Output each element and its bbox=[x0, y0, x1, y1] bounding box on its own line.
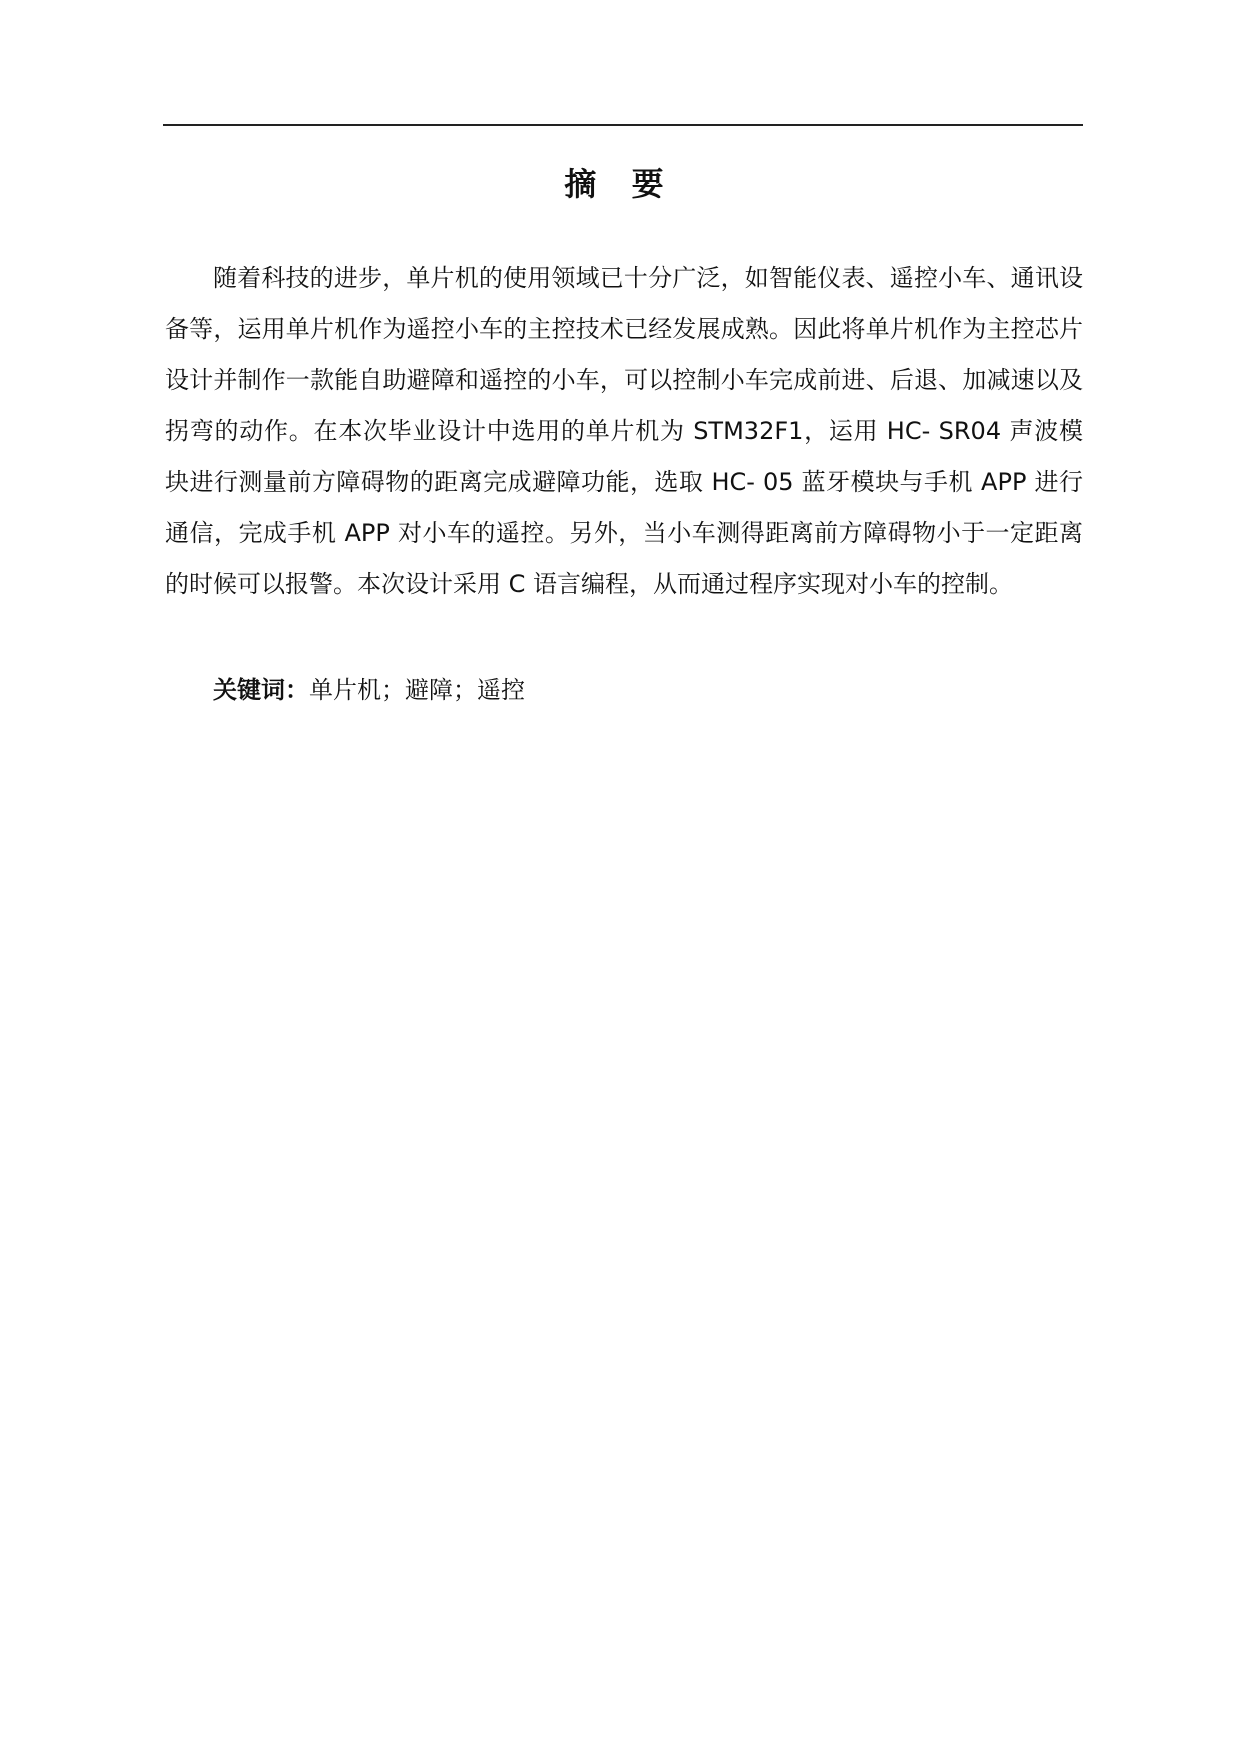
keywords-value: 单片机；避障；遥控 bbox=[309, 676, 525, 704]
abstract-title: 摘 要 bbox=[564, 165, 676, 203]
keywords-line bbox=[213, 665, 525, 716]
header-rule bbox=[163, 124, 1083, 126]
abstract-body: 随着科技的进步，单片机的使用领域已十分广泛，如智能仪表、遥控小车、通讯设备等，运用单片机作为遥控小车的主控技术已经发展成熟。因此将单片机作为主控芯片设计并制作一款能自助避障和遥控的小车，可以控制小车完成前进、后退、加减速以及拐弯的动作。在本次毕业设计中选用的单片机为 STM32F1，运用 HC- SR04 声波模块进行测量前方障碍物的距离完成避障功能，选取 HC- 05 蓝牙模块与手机 APP 进行通信，完成手机 APP 对小车的遥控。另外，当小车测得距离前方障碍物小于一定距离的时候可以报警。本次设计采用 C 语言编程，从而通过程序实现对小车的控制。 bbox=[165, 264, 1083, 598]
keywords-label: 关键词： bbox=[213, 676, 309, 704]
